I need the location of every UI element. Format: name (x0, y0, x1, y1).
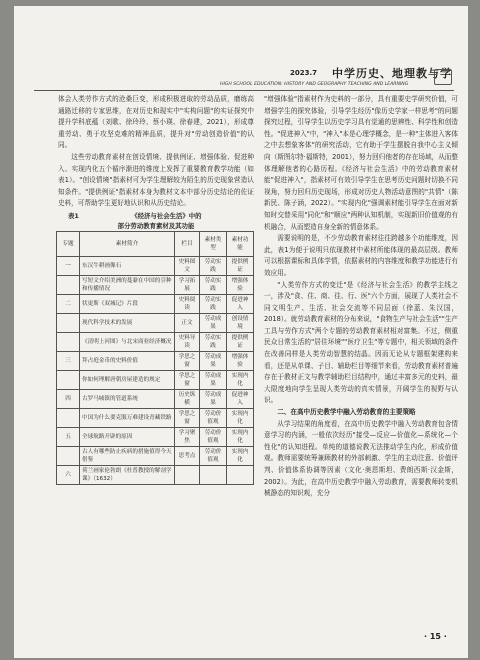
row-column: 思考点 (175, 446, 200, 465)
row-topic: 四 (57, 389, 80, 408)
row-column: 学习聚焦 (175, 427, 200, 446)
journal-logo-icon (434, 69, 452, 85)
row-function: 实现内化 (227, 446, 254, 465)
row-function: 实现内化 (227, 427, 254, 446)
row-function (227, 465, 254, 484)
row-topic (57, 332, 80, 351)
table-row (57, 389, 254, 408)
row-topic (57, 408, 80, 427)
row-column: 史料阅读 (175, 294, 200, 313)
table-row (57, 465, 254, 484)
row-content: 你如何理解唐朝房屋建造的规定 (80, 370, 175, 389)
row-topic: 三 (57, 351, 80, 370)
right-paragraph: "人类劳作方式的变迁"是《经济与社会生活》的教学主线之一，涉及"食、住、商、往、行、医"六个方面，展现了人类社会不同文明生产、生活、社会交流等不同层面（徐蓝、朱汉国，2018）。就劳动教育素材的分布来说，"食物生产与社会生活""生产工具与劳作方式"两个专题的劳动教育素材相对富集。不过，侧重民众日常生活的"居住环境""医疗卫生"等专题中，相关领域的条件在改善同样是人类劳动智慧的结晶。因而无论从专题框架建构来看，还是从单课、子目、辅助栏目等细节来看，劳动教育素材普遍存在于教材正文与教学辅助栏目结构中，通过丰富多元的史料，最大限度地向学生呈现人类劳动的真实情景，开阔学生的视野与认识。 (264, 280, 459, 405)
row-function: 促进神入 (227, 294, 254, 313)
row-column: 正文 (175, 313, 200, 332)
material-table (56, 231, 254, 485)
row-type: 劳动成果 (200, 370, 227, 389)
row-column: 历史纵横 (175, 389, 200, 408)
row-topic (57, 446, 80, 465)
row-type: 劳动成果 (200, 389, 227, 408)
row-topic (57, 313, 80, 332)
row-content: 古罗马城镇的管道系统 (80, 389, 175, 408)
row-function: 增强体验 (227, 351, 254, 370)
row-topic: 二 (57, 294, 80, 313)
row-type: 劳动成果 (200, 313, 227, 332)
issue-number: 2023.7 (290, 69, 318, 77)
section-heading: 二、在高中历史教学中融入劳动教育的主要策略 (277, 408, 416, 417)
row-content: 拜占庭金币的史料价值 (80, 351, 175, 370)
row-function: 促进神入 (227, 389, 254, 408)
page-number: · 15 · (424, 632, 447, 641)
row-content: 全球航路开辟的原因 (80, 427, 175, 446)
row-type: 劳动价值观 (200, 446, 227, 465)
row-function: 实现内化 (227, 408, 254, 427)
row-type: 劳动实践 (200, 332, 227, 351)
right-paragraph: "增强体验"指素材作为史料的一部分，具有重要史学研究价值，可增强学生的探究体验，引导学生经历"像历史学家一样思考"的问题探究过程，引导学生以历史学习具有觉通的思辨性、科学性和创造性。"促进神入"中，"神入"本是心理学概念，是一种"主体进入客体之中去想象客体"的研究活动，它有助于学生摆脱自我中心主义倾向（斯图尔特·福斯特，2001），努力回归他者的存在场域，从而整体理解他者的心路历程。《经济与社会生活》中的劳动教育素材能"促进神入"，指素材可有效引导学生在思考历史问题时切换不同视角，努力回归历史现场，形成对历史人物活动意图的"共情"（陈新民、陈子涵，2022）。"实现内化"强调素材能引导学生在面对新知时交替采用"同化"和"顺应"两种认知机制，实现新旧价值观的有机融合，从而塑造自身全新的情意体系。 (264, 95, 458, 231)
row-type: 劳动实践 (200, 256, 227, 275)
row-column: 学习拓展 (175, 275, 200, 294)
table-number: 表1 (68, 211, 79, 220)
row-type: 劳动价值观 (200, 408, 227, 427)
row-column: 学思之窗 (175, 370, 200, 389)
row-content: 状更斯《双城记》片段 (80, 294, 175, 313)
right-paragraph: 需要说明的是，不少劳动教育素材往往跨越多个功能维度，因此，表1为便于说明只依现教材中素材所能体现的最高层级。教师可以根据课标和具体学情，依据素材的内容维度和教学功能进行有效应用。 (264, 234, 458, 277)
row-topic (57, 370, 80, 389)
row-type (200, 465, 227, 484)
table-body (57, 256, 254, 484)
row-topic: 六 (57, 465, 80, 484)
left-column (58, 94, 254, 485)
table-row (57, 427, 254, 446)
row-function: 创设情境 (227, 313, 254, 332)
row-type: 劳动成果 (200, 351, 227, 370)
table-header-row (57, 231, 254, 256)
header-function: 素材功能 (227, 231, 254, 256)
row-column: 史料导读 (175, 332, 200, 351)
row-content: 古人有哪些防止疾病的措施值得今天借鉴 (80, 446, 175, 465)
row-topic: 一 (57, 256, 80, 275)
header-topic: 专题 (57, 231, 80, 256)
table-title-line2: 部分劳动教育素材及其功能 (117, 221, 195, 230)
row-content: 写短文介绍美洲的蔓豢在中国的引种和传播情况 (80, 275, 175, 294)
left-paragraph: 这些劳动教育素材在创设情境、提供例证、增强体验、促进种入、实现内化五个循序渐进的维度上发挥了重要教育教学功能（如表1）。"创设情境"指素材可为学生理解较为陌生的历史现象营造认知条件。"提供例证"指素材本身为教材文本中部分历史结论的佐证史料，可帮助学生更好地认识和从历史结论。 (58, 152, 254, 208)
table-title (58, 211, 254, 231)
row-content: 荷兰画家伦勃朗《杜普教授的解剖学课》（1632） (80, 465, 175, 484)
left-paragraph: 体会人类劳作方式的沧桑巨变，形成积极进取的劳动品质，磨练高通路迁移的专家思维，在对历史和现实中"实构问题"的实证探究中提升学科底蕴（刘歌、徐玲玲、蔡小瑛、徐春建，2021），形成尊重劳动、勇于攻坚克难的精神品质，提升对"劳动创造价值"的认同。 (58, 95, 254, 150)
header-type: 素材类型 (200, 231, 227, 256)
row-column: 史料图文 (175, 256, 200, 275)
row-content: 现代科学技术的发展 (80, 313, 175, 332)
row-type: 劳动价值观 (200, 427, 227, 446)
row-column: 学思之窗 (175, 351, 200, 370)
row-function: 提供例证 (227, 256, 254, 275)
row-column (175, 465, 200, 484)
right-paragraph: 从学习结果的角度看，在高中历史教学中融入劳动教育包含情意学习的内涵，一般依次经历"接受—反应—价值化—系统化—个性化"的认知进程。单纯的道德说教无法推动学生内化，形成价值观。教师需要统筹兼顾教材的外部刺激、学生的主动注意、价值评判、价值体系协调等因素（文化·奥恩斯坦、费朗西斯·汉金斯，2002）。为此，在高中历史教学中融入劳动教育，需要教师转变机械静态的知识观，充分 (264, 419, 458, 498)
journal-subtitle-en: HIGH SCHOOL EDUCATION: HISTORY AND GEOGRAPHY TEACHING AND LEARNING (220, 82, 409, 87)
table-row (57, 332, 254, 351)
row-content: 《清明上河图》与北宋商业经济概况 (80, 332, 175, 351)
table-row (57, 351, 254, 370)
row-type: 劳动实践 (200, 275, 227, 294)
table-row (57, 275, 254, 294)
row-function: 实现内化 (227, 370, 254, 389)
table-row (57, 446, 254, 465)
row-column: 学思之窗 (175, 408, 200, 427)
table-row (57, 370, 254, 389)
row-type: 劳动实践 (200, 294, 227, 313)
journal-title: 中学历史、地理教与学 (332, 67, 452, 80)
row-content: 中国为什么要克服万难建设青藏铁路 (80, 408, 175, 427)
table-row (57, 256, 254, 275)
table-row (57, 313, 254, 332)
row-function: 增强体验 (227, 275, 254, 294)
table-title-line1: 《经济与社会生活》中的 (131, 211, 202, 220)
table-row (57, 294, 254, 313)
row-content: 东汉牛耕画像石 (80, 256, 175, 275)
journal-page (14, 6, 468, 658)
right-column (264, 94, 458, 500)
table-row (57, 408, 254, 427)
header-column: 栏目 (175, 231, 200, 256)
page-header (14, 6, 468, 92)
header-content: 素材简介 (80, 231, 175, 256)
row-function: 提供例证 (227, 332, 254, 351)
header-rule (34, 90, 454, 91)
row-topic: 五 (57, 427, 80, 446)
row-topic (57, 275, 80, 294)
